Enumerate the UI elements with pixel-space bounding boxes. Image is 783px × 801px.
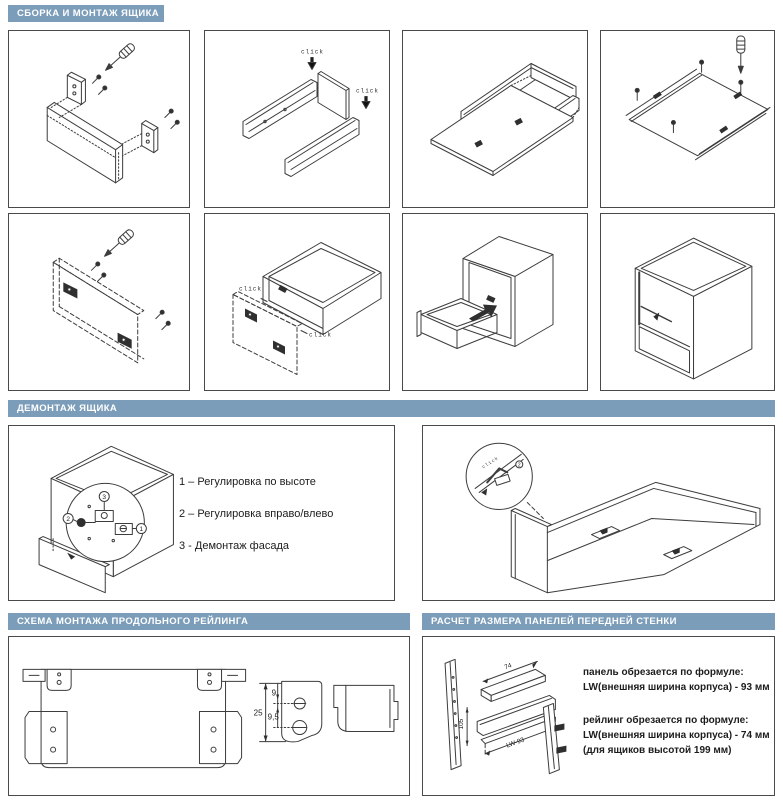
assembly-step-3-panel xyxy=(402,30,588,208)
screw-icon xyxy=(98,86,106,94)
drawing-rail-template xyxy=(9,637,409,795)
callout-2: 2 xyxy=(517,462,521,469)
screwdriver-icon xyxy=(103,42,136,73)
section-header-disassembly: ДЕМОНТАЖ ЯЩИКА xyxy=(8,400,775,417)
click-arrow-icon xyxy=(362,97,370,109)
screwdriver-icon xyxy=(737,36,745,73)
click-label: click xyxy=(239,285,263,293)
callout-1: 1 xyxy=(139,526,144,534)
disassembly-adjust-panel xyxy=(8,425,395,601)
legend-item-facade: 3 - Демонтаж фасада xyxy=(179,540,289,552)
screw-icon xyxy=(700,60,704,72)
screw-icon xyxy=(91,262,99,270)
screwdriver-icon xyxy=(102,228,135,259)
screw-icon xyxy=(97,273,105,281)
section-header-assembly: СБОРКА И МОНТАЖ ЯЩИКА xyxy=(8,5,164,22)
legend-item-left-right: 2 – Регулировка вправо/влево xyxy=(179,508,334,520)
click-label: click xyxy=(481,456,500,471)
panel-calc-panel xyxy=(422,636,775,796)
legend-item-height: 1 – Регулировка по высоте xyxy=(179,476,316,488)
panel-formula: LW(внешняя ширина корпуса) - 93 мм xyxy=(583,682,770,693)
rail-formula: LW(внешняя ширина корпуса) - 74 мм xyxy=(583,730,770,741)
drawing-click-back-panel xyxy=(205,31,389,207)
assembly-step-5-panel xyxy=(8,213,190,391)
dim-height: 105 xyxy=(458,718,466,730)
adjustment-legend xyxy=(179,476,333,572)
dim-total: 25 xyxy=(253,708,263,718)
dim-length: LW-93 xyxy=(505,736,526,750)
screw-icon xyxy=(739,80,743,92)
screw-icon xyxy=(635,88,639,100)
cutting-formulas xyxy=(583,665,773,758)
assembly-step-2-panel xyxy=(204,30,390,208)
rail-formula-note: (для ящиков высотой 199 мм) xyxy=(583,745,732,756)
dim-width: 74 xyxy=(503,662,513,672)
assembly-step-8-panel xyxy=(600,213,775,391)
dim-bottom: 9,5 xyxy=(267,712,279,722)
assembly-step-1-panel xyxy=(8,30,190,208)
drawing-insert-drawer xyxy=(403,214,587,390)
callout-3: 3 xyxy=(102,493,107,501)
section-header-rail-schema: СХЕМА МОНТАЖА ПРОДОЛЬНОГО РЕЙЛИНГА xyxy=(8,613,410,630)
screw-icon xyxy=(156,310,164,318)
assembly-step-6-panel xyxy=(204,213,390,391)
screw-icon xyxy=(171,120,179,128)
drawing-click-front-panel xyxy=(205,214,389,390)
screw-icon xyxy=(162,321,170,329)
drawing-attach-front-brackets xyxy=(9,31,189,207)
drawing-slide-bottom xyxy=(403,31,587,207)
click-label: click xyxy=(356,87,380,95)
click-label: click xyxy=(301,48,325,56)
drawing-facade-removal xyxy=(423,426,774,600)
rail-schema-panel xyxy=(8,636,410,796)
dim-top: 9 xyxy=(271,688,277,698)
panel-formula-title: панель обрезается по формуле: xyxy=(583,667,744,678)
disassembly-latch-panel xyxy=(422,425,775,601)
click-arrow-icon xyxy=(308,58,316,70)
screw-icon xyxy=(165,109,173,117)
assembly-step-4-panel xyxy=(600,30,775,208)
drawing-finished-cabinet xyxy=(601,214,774,390)
assembly-step-7-panel xyxy=(402,213,588,391)
drawing-screw-bottom xyxy=(601,31,774,207)
screw-icon xyxy=(92,75,100,83)
rail-formula-title: рейлинг обрезается по формуле: xyxy=(583,715,749,726)
drawing-attach-latches xyxy=(9,214,189,390)
callout-2: 2 xyxy=(66,516,70,524)
click-label: click xyxy=(309,331,333,339)
section-header-panel-calc: РАСЧЕТ РАЗМЕРА ПАНЕЛЕЙ ПЕРЕДНЕЙ СТЕНКИ xyxy=(422,613,775,630)
